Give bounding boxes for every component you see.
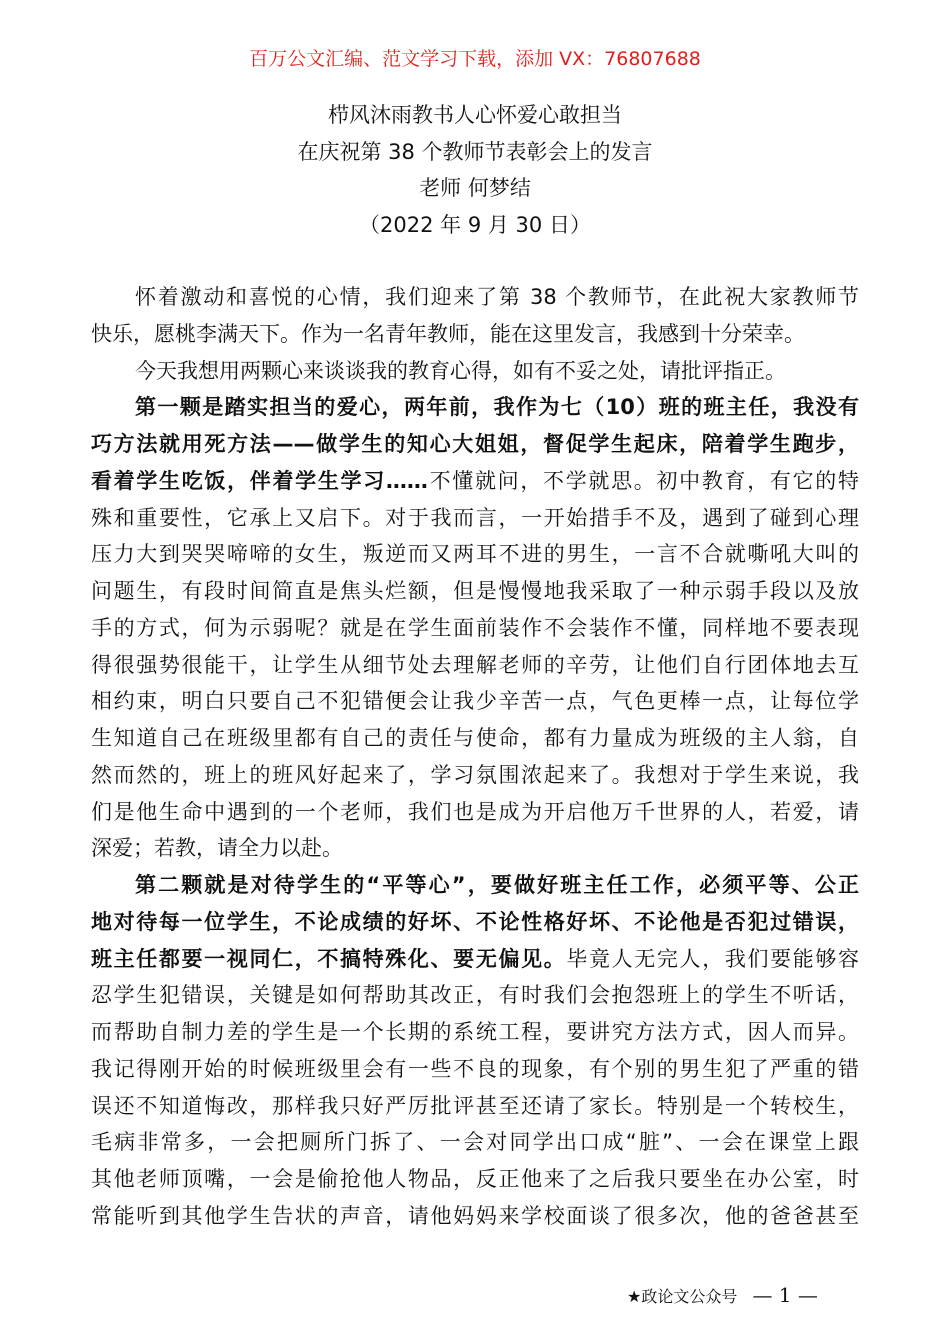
text-line: [91, 1161, 859, 1198]
text-line: [91, 610, 859, 647]
page-number: — 1 —: [752, 1283, 818, 1307]
text: 们是他生命中遇到的一个老师，我们也是成为开启他万千世界的人，若爱，请: [91, 799, 859, 824]
bold-text: 看着学生吃饭，伴着学生学习……: [91, 468, 428, 493]
bold-text: 第二颗就是对待学生的“平等心”，要做好班主任工作，必须平等、公正: [135, 873, 859, 897]
text-line: [91, 353, 859, 390]
text: 常能听到其他学生告状的声音，请他妈妈来学校面谈了很多次，他的爸爸甚至: [91, 1203, 859, 1228]
text: 压力大到哭哭啼啼的女生，叛逆而又两耳不进的男生，一言不合就嘶吼大叫的: [91, 542, 859, 567]
text-line: [91, 536, 859, 573]
text-line: [91, 279, 859, 316]
promo-banner: 百万公文汇编、范文学习下载，添加 VX：76807688: [249, 48, 701, 70]
text: 得很强势很能干，让学生从细节处去理解老师的辛劳，让他们自行团体地去互: [91, 652, 859, 677]
text-line: [91, 1051, 859, 1088]
text: 殊和重要性，它承上又启下。对于我而言，一开始措手不及，遇到了碰到心理: [91, 505, 859, 530]
text: 深爱；若教，请全力以赴。: [91, 836, 343, 861]
text: 毕竟人无完人，我们要能够容: [566, 946, 860, 971]
text-line: [91, 463, 859, 500]
footer-source: ★政论文公众号: [627, 1287, 738, 1306]
text-line: [91, 316, 859, 353]
text: 然而然的，班上的班风好起来了，学习氛围浓起来了。我想对于学生来说，我: [91, 762, 859, 787]
text: 误还不知道悔改，那样我只好严厉批评甚至还请了家长。特别是一个转校生，: [91, 1093, 859, 1118]
text-line: [91, 500, 859, 537]
text: 而帮助自制力差的学生是一个长期的系统工程，要讲究方法方式，因人而异。: [91, 1020, 859, 1044]
bold-text: 班主任都要一视同仁，不搞特殊化、要无偏见。: [91, 946, 567, 971]
text-line: [91, 647, 859, 684]
text-line: [91, 426, 859, 463]
text-line: [91, 1124, 859, 1161]
bold-text: 第一颗是踏实担当的爱心，两年前，我作为七（10）班的班主任，我没有: [135, 395, 859, 420]
text-line: [91, 1014, 859, 1051]
text-line: [91, 867, 859, 904]
speech-body: [91, 279, 859, 1235]
text: 不懂就问，不学就思。初中教育，有它的特: [427, 468, 859, 493]
text: 忍学生犯错误，关键是如何帮助其改正，有时我们会抱怨班上的学生不听话，: [91, 983, 859, 1008]
text-line: [91, 573, 859, 610]
text: 相约束，明白只要自己不犯错便会让我少辛苦一点，气色更棒一点，让每位学: [91, 689, 859, 714]
text-line: [91, 1198, 859, 1235]
main-title: 栉风沐雨教书人心怀爱心敢担当: [328, 103, 622, 127]
text: 问题生，有段时间简直是焦头烂额，但是慢慢地我采取了一种示弱手段以及放: [91, 579, 859, 603]
speech-title-block: [0, 97, 950, 244]
text-line: [91, 683, 859, 720]
text-line: [91, 720, 859, 757]
text: 快乐，愿桃李满天下。作为一名青年教师，能在这里发言，我感到十分荣幸。: [91, 321, 805, 346]
bold-text: 巧方法就用死方法——做学生的知心大姐姐，督促学生起床，陪着学生跑步，: [91, 432, 859, 456]
text: 手的方式，何为示弱呢？就是在学生面前装作不会装作不懂，同样地不要表现: [91, 615, 859, 640]
text-line: [91, 830, 859, 867]
text: 今天我想用两颗心来谈谈我的教育心得，如有不妥之处，请批评指正。: [135, 358, 786, 383]
text: 其他老师顶嘴，一会是偷抢他人物品，反正他来了之后我只要坐在办公室，时: [91, 1167, 859, 1191]
text-line: [91, 389, 859, 426]
date: （2022 年 9 月 30 日）: [359, 213, 591, 238]
text-line: [91, 794, 859, 831]
text: 怀着激动和喜悦的心情，我们迎来了第 38 个教师节，在此祝大家教师节: [135, 285, 859, 309]
text-line: [91, 1088, 859, 1125]
text: 毛病非常多，一会把厕所门拆了、一会对同学出口成“脏”、一会在课堂上跟: [91, 1130, 859, 1155]
text-line: [91, 757, 859, 794]
text: 我记得刚开始的时候班级里会有一些不良的现象，有个别的男生犯了严重的错: [91, 1056, 859, 1081]
text-line: [91, 904, 859, 941]
subtitle: 在庆祝第 38 个教师节表彰会上的发言: [297, 139, 653, 164]
text-line: [91, 941, 859, 978]
bold-text: 地对待每一位学生，不论成绩的好坏、不论性格好坏、不论他是否犯过错误，: [91, 909, 859, 934]
author: 老师 何梦结: [419, 176, 531, 201]
text-line: [91, 977, 859, 1014]
page-footer: [627, 1283, 818, 1309]
text: 生知道自己在班级里都有自己的责任与使命，都有力量成为班级的主人翁，自: [91, 726, 859, 750]
